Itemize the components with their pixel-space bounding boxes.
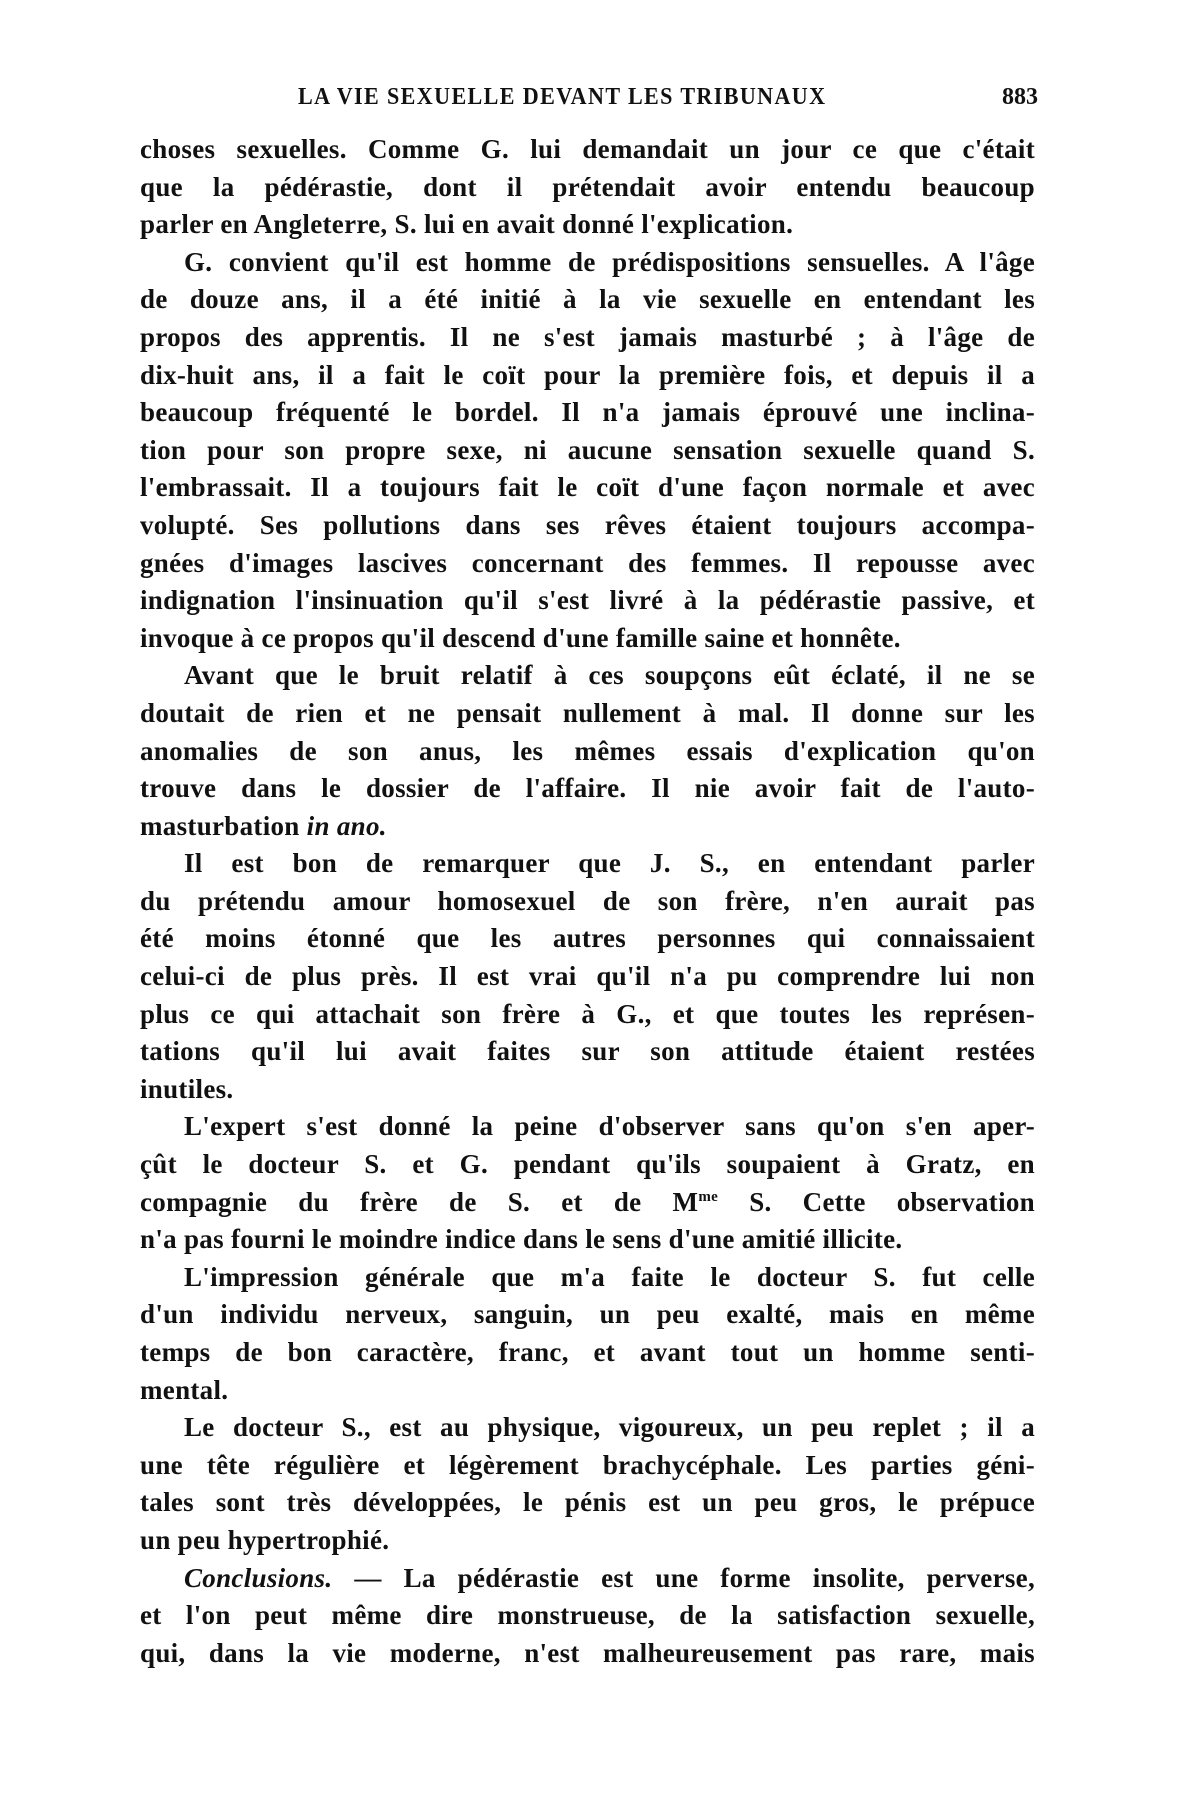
text-segment: S. Cette observation bbox=[718, 1186, 1036, 1217]
text-line: été moins étonné que les autres personnes qui connaissaient bbox=[140, 923, 1035, 954]
paragraph bbox=[140, 131, 1035, 244]
italic-text: Conclusions. bbox=[184, 1562, 333, 1593]
text-line: Il est bon de remarquer que J. S., en entendant parler bbox=[184, 848, 1035, 879]
paragraph bbox=[140, 1560, 1035, 1673]
text-segment: masturbation bbox=[140, 810, 307, 841]
paragraph bbox=[140, 1108, 1035, 1258]
text-line bbox=[140, 1560, 1035, 1598]
text-line: L'expert s'est donné la peine d'observer sans qu'on s'en aper- bbox=[184, 1111, 1035, 1142]
text-line: çût le docteur S. et G. pendant qu'ils soupaient à Gratz, en bbox=[140, 1149, 1035, 1180]
text-line: un peu hypertrophié. bbox=[140, 1524, 390, 1555]
text-line: gnées d'images lascives concernant des femmes. Il repousse avec bbox=[140, 547, 1035, 578]
text-line: Avant que le bruit relatif à ces soupçons eût éclaté, il ne se bbox=[184, 660, 1035, 691]
text-line: une tête régulière et légèrement brachycéphale. Les parties géni- bbox=[140, 1449, 1035, 1480]
text-line bbox=[140, 1184, 1035, 1222]
paragraph bbox=[140, 845, 1035, 1108]
running-head bbox=[140, 84, 1040, 116]
page-number: 883 bbox=[1002, 84, 1038, 110]
text-line: celui-ci de plus près. Il est vrai qu'il n'a pu comprendre lui non bbox=[140, 961, 1035, 992]
text-line: inutiles. bbox=[140, 1073, 234, 1104]
italic-text: in ano. bbox=[306, 810, 387, 841]
text-line: indignation l'insinuation qu'il s'est livré à la pédérastie passive, et bbox=[140, 585, 1035, 616]
text-line: Le docteur S., est au physique, vigoureux, un peu replet ; il a bbox=[184, 1412, 1035, 1443]
text-line: invoque à ce propos qu'il descend d'une famille saine et honnête. bbox=[140, 622, 901, 653]
text-line: que la pédérastie, dont il prétendait avoir entendu beaucoup bbox=[140, 171, 1035, 202]
text-line: de douze ans, il a été initié à la vie sexuelle en entendant les bbox=[140, 284, 1035, 315]
text-line: tales sont très développées, le pénis est un peu gros, le prépuce bbox=[140, 1487, 1035, 1518]
text-line: trouve dans le dossier de l'affaire. Il nie avoir fait de l'auto- bbox=[140, 773, 1035, 804]
text-line: mental. bbox=[140, 1374, 229, 1405]
text-line: volupté. Ses pollutions dans ses rêves étaient toujours accompa- bbox=[140, 509, 1035, 540]
text-line: temps de bon caractère, franc, et avant tout un homme senti- bbox=[140, 1337, 1035, 1367]
text-line: du prétendu amour homosexuel de son frère, n'en aurait pas bbox=[140, 885, 1035, 916]
text-line: doutait de rien et ne pensait nullement à mal. Il donne sur les bbox=[140, 697, 1035, 728]
paragraph bbox=[140, 244, 1035, 658]
text-line: beaucoup fréquenté le bordel. Il n'a jamais éprouvé une inclina- bbox=[140, 397, 1035, 428]
text-segment: — La pédérastie est une forme insolite, perverse, bbox=[332, 1562, 1035, 1593]
text-segment: compagnie du frère de S. et de M bbox=[140, 1186, 699, 1217]
text-line: d'un individu nerveux, sanguin, un peu exalté, mais en même bbox=[140, 1299, 1035, 1330]
body-text bbox=[140, 131, 1035, 1672]
paragraph bbox=[140, 1259, 1035, 1409]
text-line: qui, dans la vie moderne, n'est malheureusement pas rare, mais bbox=[140, 1637, 1035, 1668]
text-line: G. convient qu'il est homme de prédispositions sensuelles. A l'âge bbox=[184, 246, 1035, 277]
text-line: propos des apprentis. Il ne s'est jamais masturbé ; à l'âge de bbox=[140, 321, 1035, 352]
text-line: choses sexuelles. Comme G. lui demandait un jour ce que c'était bbox=[140, 134, 1035, 164]
text-line: tations qu'il lui avait faites sur son attitude étaient restées bbox=[140, 1036, 1035, 1067]
running-title: LA VIE SEXUELLE DEVANT LES TRIBUNAUX bbox=[298, 84, 827, 110]
text-line: anomalies de son anus, les mêmes essais d'explication qu'on bbox=[140, 735, 1035, 766]
text-line bbox=[140, 808, 1035, 846]
text-line: tion pour son propre sexe, ni aucune sensation sexuelle quand S. bbox=[140, 434, 1035, 465]
text-line: plus ce qui attachait son frère à G., et que toutes les représen- bbox=[140, 998, 1035, 1029]
text-line: n'a pas fourni le moindre indice dans le sens d'une amitié illicite. bbox=[140, 1224, 903, 1255]
text-line: et l'on peut même dire monstrueuse, de la satisfaction sexuelle, bbox=[140, 1600, 1035, 1631]
paragraph bbox=[140, 657, 1035, 845]
text-line: L'impression générale que m'a faite le docteur S. fut celle bbox=[184, 1261, 1035, 1292]
text-line: l'embrassait. Il a toujours fait le coït d'une façon normale et avec bbox=[140, 472, 1035, 503]
text-line: dix-huit ans, il a fait le coït pour la première fois, et depuis il a bbox=[140, 359, 1035, 390]
paragraph bbox=[140, 1409, 1035, 1559]
text-line: parler en Angleterre, S. lui en avait donné l'explication. bbox=[140, 209, 794, 240]
superscript-text: me bbox=[698, 1188, 719, 1205]
